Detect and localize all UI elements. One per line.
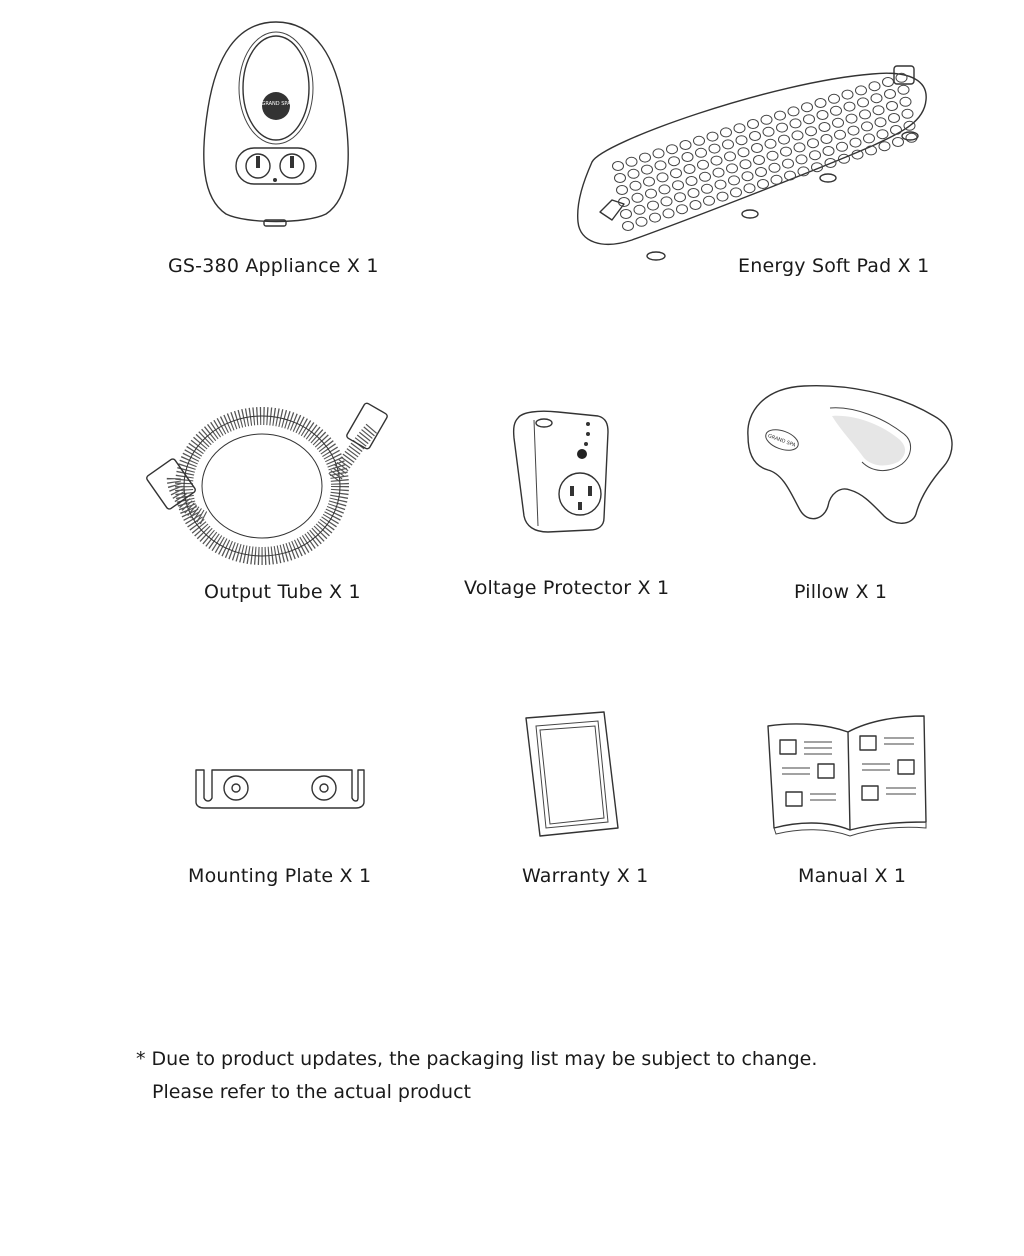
packaging-note-line2: Please refer to the actual product — [152, 1081, 471, 1103]
appliance-icon — [196, 18, 356, 228]
warranty-icon — [522, 710, 622, 840]
item-label-soft-pad: Energy Soft Pad X 1 — [738, 255, 930, 277]
item-label-manual: Manual X 1 — [798, 865, 907, 887]
item-label-warranty: Warranty X 1 — [522, 865, 649, 887]
appliance-logo-text: GRAND SPA — [261, 101, 291, 107]
mounting-plate-icon — [192, 764, 368, 812]
item-label-appliance: GS-380 Appliance X 1 — [168, 255, 379, 277]
soft-pad-icon — [572, 62, 934, 262]
item-label-voltage-protector: Voltage Protector X 1 — [464, 577, 670, 599]
voltage-protector-icon — [508, 408, 614, 538]
item-label-output-tube: Output Tube X 1 — [204, 581, 361, 603]
item-label-mounting-plate: Mounting Plate X 1 — [188, 865, 372, 887]
pillow-logo-text: GRAND SPA — [766, 433, 797, 449]
packaging-note-line1: * Due to product updates, the packaging list may be subject to change. — [136, 1048, 818, 1070]
output-tube-icon — [144, 398, 394, 568]
pillow-icon — [744, 382, 956, 528]
item-label-pillow: Pillow X 1 — [794, 581, 888, 603]
manual-icon — [766, 712, 928, 838]
